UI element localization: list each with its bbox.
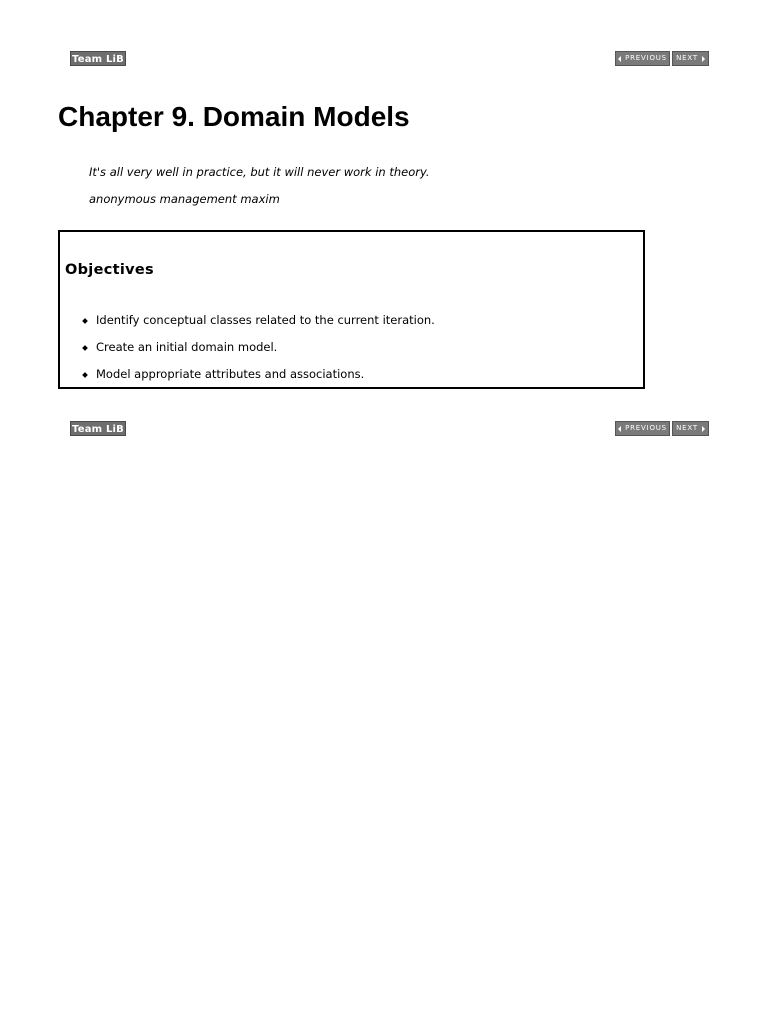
bullet-icon: [82, 345, 88, 351]
bottom-navbar: [70, 421, 709, 436]
arrow-right-icon: [702, 426, 705, 432]
objective-text: Identify conceptual classes related to the current iteration.: [96, 313, 435, 327]
next-button[interactable]: [672, 421, 709, 436]
previous-button[interactable]: [615, 421, 670, 436]
previous-button[interactable]: [615, 51, 670, 66]
objectives-heading: Objectives: [65, 262, 154, 278]
arrow-left-icon: [618, 426, 621, 432]
chapter-title: Chapter 9. Domain Models: [58, 101, 410, 132]
objectives-box: [58, 230, 645, 389]
bullet-icon: [82, 372, 88, 378]
arrow-left-icon: [618, 56, 621, 62]
previous-label: PREVIOUS: [625, 424, 667, 432]
bullet-icon: [82, 318, 88, 324]
team-lib-logo-button[interactable]: Team LiB: [70, 421, 126, 436]
objective-item: [60, 339, 435, 366]
objective-item: [60, 312, 435, 339]
objective-text: Model appropriate attributes and associations.: [96, 367, 365, 381]
arrow-right-icon: [702, 56, 705, 62]
top-nav-buttons: [615, 51, 709, 66]
next-label: NEXT: [676, 54, 698, 62]
objective-item: [60, 366, 435, 393]
epigraph-quote: It's all very well in practice, but it will never work in theory.: [89, 165, 430, 179]
epigraph-attribution: anonymous management maxim: [89, 192, 280, 206]
team-lib-logo-button[interactable]: Team LiB: [70, 51, 126, 66]
bottom-nav-buttons: [615, 421, 709, 436]
objective-text: Create an initial domain model.: [96, 340, 278, 354]
objectives-list: [60, 312, 435, 393]
previous-label: PREVIOUS: [625, 54, 667, 62]
next-button[interactable]: [672, 51, 709, 66]
top-navbar: [70, 51, 709, 66]
next-label: NEXT: [676, 424, 698, 432]
